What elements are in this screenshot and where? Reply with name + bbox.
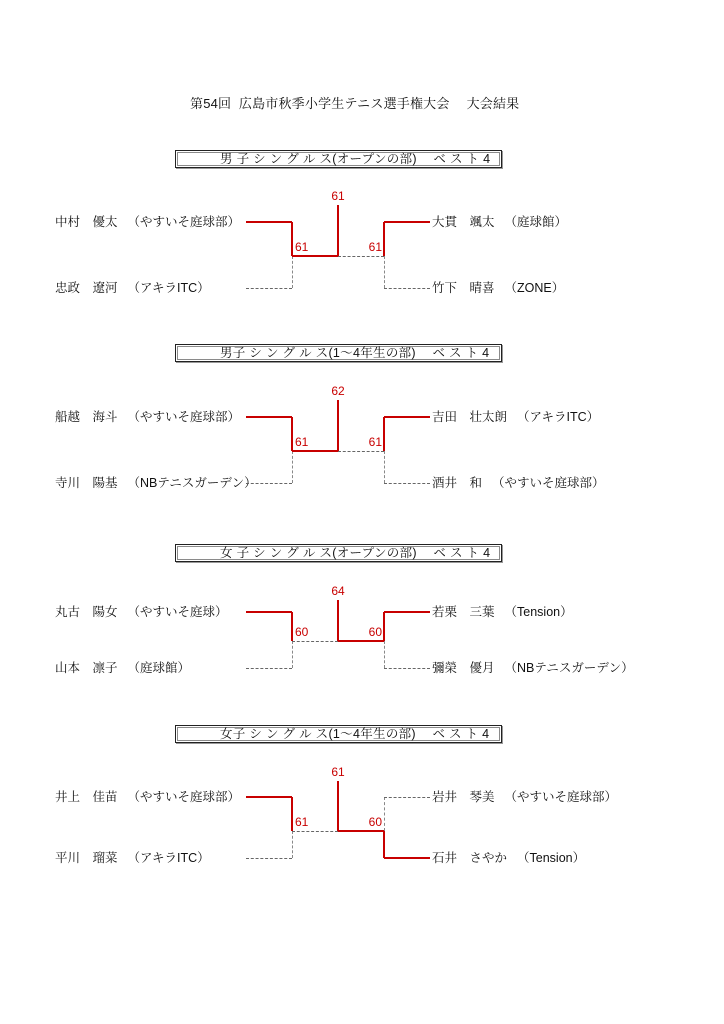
player-name: 竹下 晴喜 bbox=[432, 281, 495, 295]
player-name: 中村 優太 bbox=[55, 215, 118, 229]
bracket-line bbox=[384, 416, 430, 418]
player-name: 船越 海斗 bbox=[55, 410, 118, 424]
player-name: 若栗 三葉 bbox=[432, 605, 495, 619]
bracket-line bbox=[383, 612, 385, 641]
player-left-bottom bbox=[55, 660, 190, 676]
player-left-top bbox=[55, 214, 240, 230]
player-name: 山本 凛子 bbox=[55, 661, 118, 675]
bracket-line bbox=[338, 830, 384, 832]
bracket-line bbox=[292, 450, 338, 452]
player-left-top bbox=[55, 604, 228, 620]
bracket-line bbox=[292, 641, 338, 642]
bracket-line bbox=[383, 831, 385, 858]
bracket-line bbox=[384, 451, 385, 483]
player-name: 吉田 壮太朗 bbox=[432, 410, 508, 424]
bracket-line bbox=[337, 400, 339, 451]
bracket-line bbox=[291, 612, 293, 641]
bracket-line bbox=[338, 256, 384, 257]
bracket-line bbox=[292, 831, 338, 832]
player-club: （やすいそ庭球部） bbox=[492, 476, 605, 490]
player-right-bottom bbox=[432, 850, 585, 866]
bracket-line bbox=[246, 611, 292, 613]
bracket-line bbox=[246, 483, 292, 484]
player-name: 井上 佳苗 bbox=[55, 790, 118, 804]
right-semifinal-score: 61 bbox=[368, 435, 382, 449]
player-right-bottom bbox=[432, 660, 634, 676]
final-score: 62 bbox=[331, 384, 345, 398]
right-semifinal-score: 61 bbox=[368, 240, 382, 254]
player-name: 岩井 琴美 bbox=[432, 790, 495, 804]
player-club: （庭球館） bbox=[127, 661, 191, 675]
bracket-line bbox=[338, 451, 384, 452]
document-title: 第54回 広島市秋季小学生テニス選手権大会 大会結果 bbox=[190, 96, 520, 111]
player-right-top bbox=[432, 789, 617, 805]
bracket-line bbox=[292, 641, 293, 668]
player-club: （NBテニスガーデン） bbox=[504, 661, 634, 675]
player-right-top bbox=[432, 604, 573, 620]
bracket-line bbox=[384, 256, 385, 288]
bracket-line bbox=[384, 797, 430, 798]
player-name: 酒井 和 bbox=[432, 476, 483, 490]
player-club: （ZONE） bbox=[504, 281, 565, 295]
bracket-boys-singles-grade1-4 bbox=[0, 344, 724, 504]
player-club: （アキラITC） bbox=[517, 410, 600, 424]
left-semifinal-score: 60 bbox=[295, 625, 309, 639]
player-left-bottom bbox=[55, 475, 257, 491]
player-club: （Tension） bbox=[517, 851, 586, 865]
bracket-line bbox=[384, 797, 385, 831]
bracket-line bbox=[292, 451, 293, 483]
final-score: 64 bbox=[331, 584, 345, 598]
left-semifinal-score: 61 bbox=[295, 815, 309, 829]
right-semifinal-score: 60 bbox=[368, 815, 382, 829]
player-club: （Tension） bbox=[504, 605, 573, 619]
bracket-line bbox=[384, 668, 430, 669]
bracket-line bbox=[291, 797, 293, 831]
player-name: 石井 さやか bbox=[432, 851, 508, 865]
player-club: （NBテニスガーデン） bbox=[127, 476, 257, 490]
player-name: 平川 瑠菜 bbox=[55, 851, 118, 865]
left-semifinal-score: 61 bbox=[295, 435, 309, 449]
bracket-line bbox=[383, 417, 385, 451]
player-club: （やすいそ庭球部） bbox=[504, 790, 618, 804]
bracket-line bbox=[291, 222, 293, 256]
bracket-line bbox=[384, 221, 430, 223]
bracket-line bbox=[337, 205, 339, 256]
bracket-line bbox=[383, 222, 385, 256]
bracket-line bbox=[246, 221, 292, 223]
bracket-line bbox=[292, 255, 338, 257]
player-left-top bbox=[55, 789, 240, 805]
player-left-bottom bbox=[55, 850, 210, 866]
player-club: （庭球館） bbox=[504, 215, 568, 229]
player-name: 彌榮 優月 bbox=[432, 661, 495, 675]
bracket-line bbox=[338, 640, 384, 642]
player-right-top bbox=[432, 214, 567, 230]
player-name: 丸古 陽女 bbox=[55, 605, 118, 619]
final-score: 61 bbox=[331, 189, 345, 203]
bracket-line bbox=[384, 857, 430, 859]
bracket-line bbox=[384, 483, 430, 484]
left-semifinal-score: 61 bbox=[295, 240, 309, 254]
player-club: （やすいそ庭球部） bbox=[127, 790, 241, 804]
section-title: 女 子 シ ン グ ル ス(オープンの部) ベ ス ト 4 bbox=[175, 544, 502, 562]
player-right-bottom bbox=[432, 475, 605, 491]
bracket-boys-singles-open bbox=[0, 150, 724, 310]
player-club: （アキラITC） bbox=[127, 281, 210, 295]
bracket-line bbox=[246, 288, 292, 289]
bracket-line bbox=[246, 858, 292, 859]
player-right-top bbox=[432, 409, 599, 425]
player-left-top bbox=[55, 409, 240, 425]
player-club: （やすいそ庭球） bbox=[127, 605, 228, 619]
player-name: 寺川 陽基 bbox=[55, 476, 118, 490]
section-title: 男 子 シ ン グ ル ス(オープンの部) ベ ス ト 4 bbox=[175, 150, 502, 168]
bracket-line bbox=[292, 256, 293, 288]
bracket-line bbox=[384, 641, 385, 668]
bracket-line bbox=[291, 417, 293, 451]
bracket-girls-singles-open bbox=[0, 544, 724, 704]
player-left-bottom bbox=[55, 280, 210, 296]
final-score: 61 bbox=[331, 765, 345, 779]
bracket-line bbox=[292, 831, 293, 858]
bracket-line bbox=[337, 781, 339, 831]
bracket-line bbox=[384, 611, 430, 613]
player-name: 大貫 颯太 bbox=[432, 215, 495, 229]
bracket-line bbox=[246, 796, 292, 798]
player-club: （アキラITC） bbox=[127, 851, 210, 865]
bracket-line bbox=[337, 600, 339, 641]
player-club: （やすいそ庭球部） bbox=[127, 215, 241, 229]
player-right-bottom bbox=[432, 280, 564, 296]
bracket-girls-singles-grade1-4 bbox=[0, 725, 724, 885]
bracket-line bbox=[246, 668, 292, 669]
player-name: 忠政 遼河 bbox=[55, 281, 118, 295]
right-semifinal-score: 60 bbox=[368, 625, 382, 639]
player-club: （やすいそ庭球部） bbox=[127, 410, 241, 424]
section-title: 男子 シ ン グ ル ス(1～4年生の部) ベ ス ト 4 bbox=[175, 344, 502, 362]
section-title: 女子 シ ン グ ル ス(1～4年生の部) ベ ス ト 4 bbox=[175, 725, 502, 743]
bracket-line bbox=[246, 416, 292, 418]
bracket-line bbox=[384, 288, 430, 289]
